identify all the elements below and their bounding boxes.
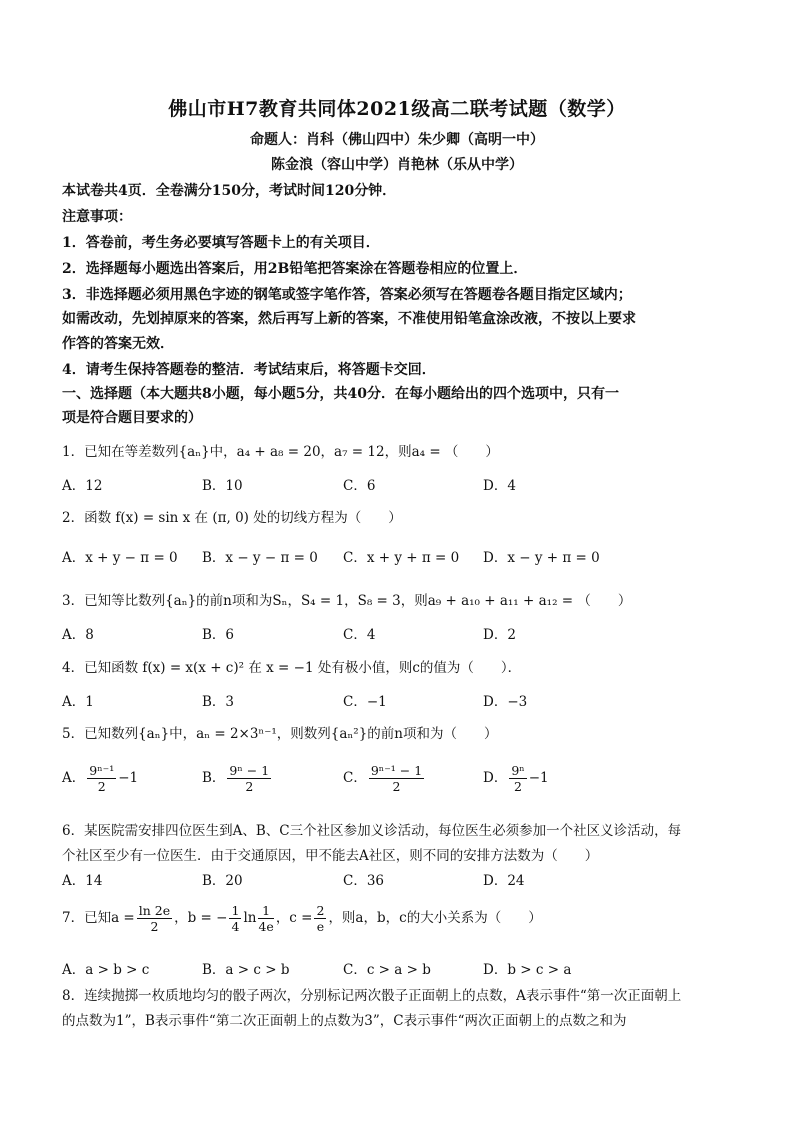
note-3-line-2: 如需改动，先划掉原来的答案，然后再写上新的答案，不准使用铅笔盒涂改液，不按以上要求 [62,311,636,327]
denominator: 2 [245,779,254,794]
numerator: ln 2e [138,903,171,918]
exam-title: 佛山市H7教育共同体2021级高二联考试题（数学） [168,98,626,120]
question-6-stem-line-2: 个社区至少有一位医生．由于交通原因，甲不能去A社区，则不同的安排方法数为（ ） [62,848,599,864]
option-c: C．6 [343,478,376,494]
question-2-stem: 2．函数 f(x) = sin x 在 (π, 0) 处的切线方程为（ ） [62,510,402,526]
question-1-stem: 1．已知在等差数列{aₙ}中，a₄ + a₈ = 20，a₇ = 12，则a₄ = （ ） [62,444,499,460]
option-label: D． [483,770,508,786]
fraction [137,903,172,934]
option-d [483,763,549,794]
question-3-options [62,623,762,643]
fraction [509,763,526,794]
denominator: e [316,919,325,934]
author-line-2: 陈金浪（容山中学）肖艳林（乐从中学） [271,157,523,173]
stem-text: 7．已知a = [62,910,135,926]
question-7-options [62,958,762,978]
question-8-stem-line-2: 的点数为1”，B表示事件“第二次正面朝上的点数为3”，C表示事件“两次正面朝上的点数之和为 [62,1013,627,1029]
note-3-line-1: 3．非选择题必须用黑色字迹的钢笔或签字笔作答，答案必须写在答题卷各题目指定区域内； [62,287,632,303]
question-8-stem-line-1: 8．连续抛掷一枚质地均匀的骰子两次，分别标记两次骰子正面朝上的点数，A表示事件“第一次正面朝上 [62,988,682,1004]
fraction [314,903,326,934]
option-a: A．12 [62,478,103,494]
fraction [229,903,241,934]
question-7-stem [62,903,542,934]
option-d: D．2 [483,627,516,643]
option-d: D．−3 [483,694,528,710]
numerator: 1 [231,903,240,918]
question-5-options [62,763,762,799]
numerator: 1 [258,903,273,919]
option-a: A．x + y − π = 0 [62,550,178,566]
question-5-stem: 5．已知数列{aₙ}中，aₙ = 2×3ⁿ⁻¹，则数列{aₙ²}的前n项和为（ ） [62,726,498,742]
option-a [62,763,138,794]
question-6-options [62,869,762,889]
option-b: B．3 [202,694,235,710]
stem-text: ，则a，b，c的大小关系为（ ） [328,910,542,926]
option-d: D．x − y + π = 0 [483,550,600,566]
option-b: B．10 [202,478,243,494]
option-c: C．c > a > b [343,962,431,978]
option-d: D．24 [483,873,525,889]
option-label: C． [343,770,367,786]
stem-text: ，b = − [174,910,228,926]
note-3-line-3: 作答的答案无效． [62,336,174,352]
section-heading-line-2: 项是符合题目要求的） [62,410,202,426]
option-c: C．−1 [343,694,387,710]
option-tail: −1 [528,770,549,786]
question-1-options [62,474,762,494]
option-c: C．4 [343,627,376,643]
stem-text: ln [243,910,257,926]
fraction [369,763,424,794]
question-3-stem: 3．已知等比数列{aₙ}的前n项和为Sₙ，S₄ = 1，S₈ = 3，则a₉ + a₁₀ + a₁₁ + a₁₂ = （ ） [62,593,632,609]
notes-heading: 注意事项： [62,209,132,225]
option-a: A．8 [62,627,94,643]
numerator: 2 [316,903,325,918]
fraction [227,763,271,794]
note-1: 1．答卷前，考生务必要填写答题卡上的有关项目． [62,235,380,251]
numerator: 9ⁿ⁻¹ − 1 [370,763,423,778]
fraction [87,763,116,794]
option-tail: −1 [118,770,139,786]
option-b: B．x − y − π = 0 [202,550,318,566]
exam-info: 本试卷共4页．全卷满分150分，考试时间120分钟． [62,183,397,199]
stem-text: ，c = [275,910,313,926]
numerator: 9ⁿ⁻¹ [89,763,115,778]
option-label: A． [62,770,86,786]
option-d: D．4 [483,478,516,494]
denominator: 4e [258,919,274,934]
option-d: D．b > c > a [483,962,572,978]
option-label: B． [202,770,226,786]
denominator: 2 [514,779,522,794]
option-a: A．1 [62,694,94,710]
question-6-stem-line-1: 6．某医院需安排四位医生到A、B、C三个社区参加义诊活动，每位医生必须参加一个社区义诊活动，每 [62,823,682,839]
section-heading-line-1: 一、选择题（本大题共8小题，每小题5分，共40分．在每小题给出的四个选项中，只有一 [62,386,619,402]
option-a: A．14 [62,873,103,889]
numerator: 9ⁿ [511,763,525,778]
option-b: B．a > c > b [202,962,290,978]
option-c [343,763,426,794]
question-4-stem: 4．已知函数 f(x) = x(x + c)² 在 x = −1 处有极小值，则c的值为（ ）． [62,660,522,676]
note-4: 4．请考生保持答题卷的整洁．考试结束后，将答题卡交回． [62,362,436,378]
denominator: 2 [392,779,401,794]
question-4-options [62,690,762,710]
fraction [258,903,273,934]
denominator: 4 [231,919,240,934]
option-c: C．x + y + π = 0 [343,550,460,566]
option-b: B．20 [202,873,243,889]
question-2-options [62,546,762,566]
denominator: 2 [150,919,159,934]
option-c: C．36 [343,873,385,889]
denominator: 2 [97,779,106,794]
author-line-1: 命题人：肖科（佛山四中）朱少卿（高明一中） [250,132,544,148]
option-b [202,763,273,794]
numerator: 9ⁿ − 1 [229,763,270,778]
option-b: B．6 [202,627,235,643]
option-a: A．a > b > c [62,962,150,978]
note-2: 2．选择题每小题选出答案后，用2B铅笔把答案涂在答题卷相应的位置上． [62,261,528,277]
